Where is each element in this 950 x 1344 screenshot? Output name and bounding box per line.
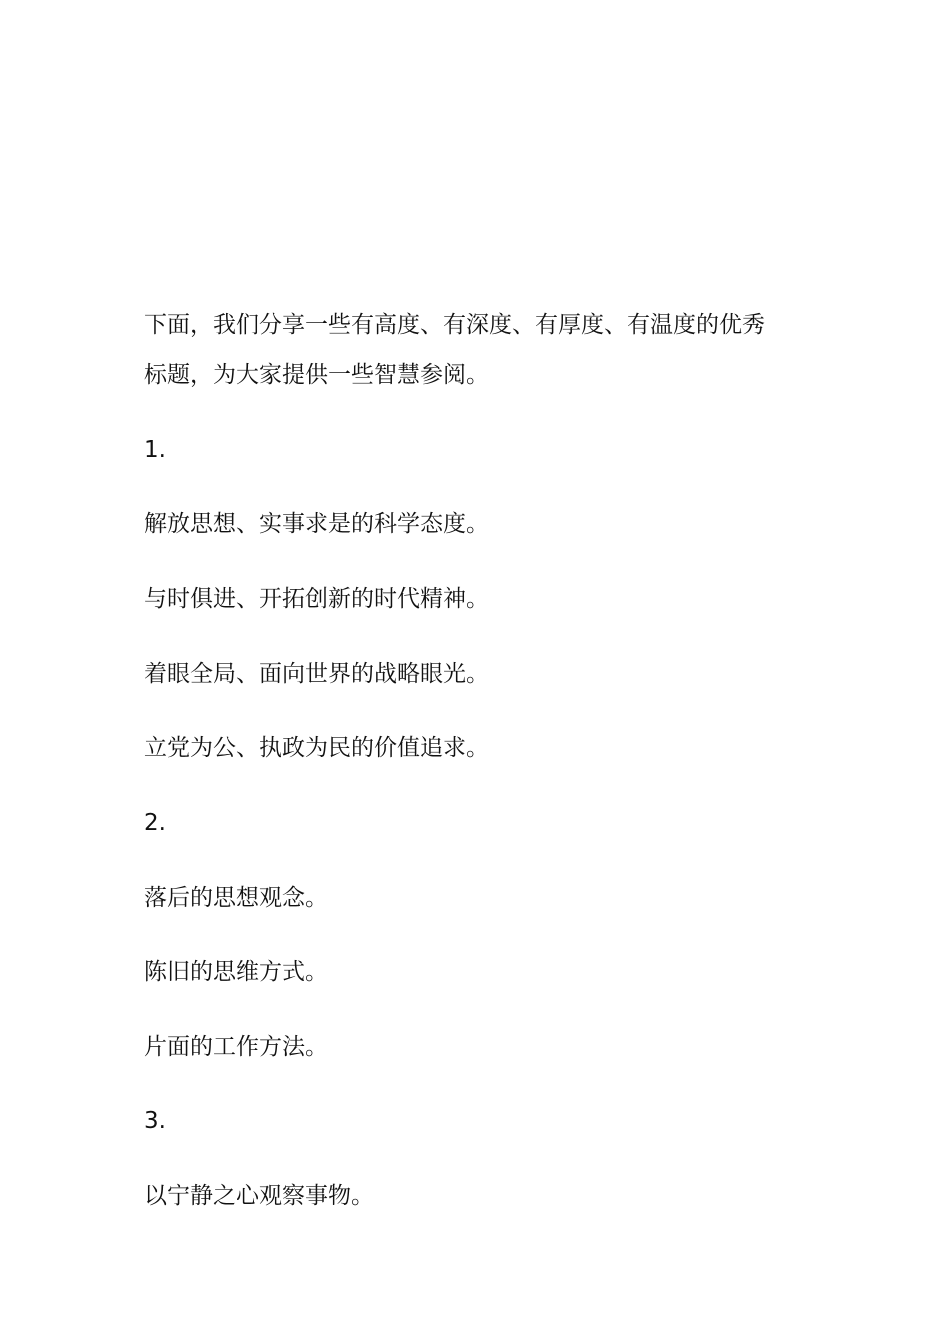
section-2-number: 2. xyxy=(144,810,166,836)
section-1-item-1: 解放思想、实事求是的科学态度。 xyxy=(144,511,489,537)
section-2-item-2: 陈旧的思维方式。 xyxy=(144,959,328,985)
section-2-item-1: 落后的思想观念。 xyxy=(144,885,328,911)
section-3-item-1: 以宁静之心观察事物。 xyxy=(144,1183,374,1209)
section-3-number: 3. xyxy=(144,1108,166,1134)
section-1-item-4: 立党为公、执政为民的价值追求。 xyxy=(144,735,489,761)
section-1-item-2: 与时俱进、开拓创新的时代精神。 xyxy=(144,586,489,612)
section-1-item-3: 着眼全局、面向世界的战略眼光。 xyxy=(144,661,489,687)
intro-line-2: 标题，为大家提供一些智慧参阅。 xyxy=(144,362,489,388)
section-1-number: 1. xyxy=(144,437,166,463)
section-2-item-3: 片面的工作方法。 xyxy=(144,1034,328,1060)
intro-line-1: 下面，我们分享一些有高度、有深度、有厚度、有温度的优秀 xyxy=(144,312,765,338)
